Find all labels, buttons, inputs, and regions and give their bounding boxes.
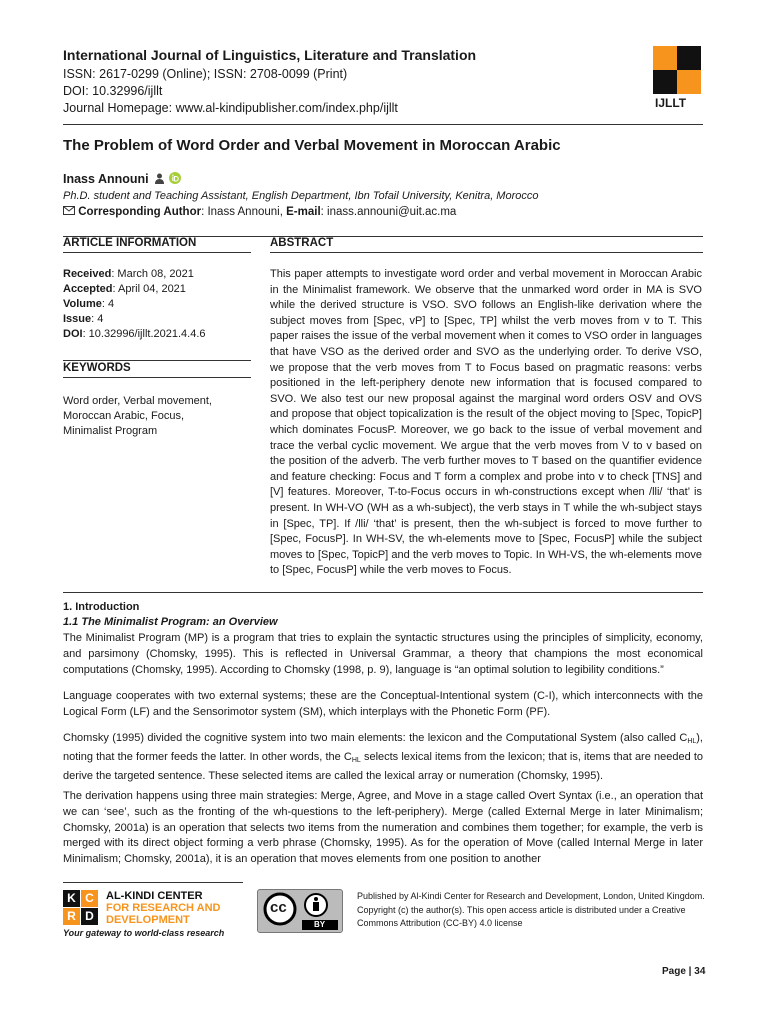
journal-homepage[interactable]: Journal Homepage: www.al-kindipublisher.com/index.php/ijllt	[63, 101, 398, 115]
abstract-heading-rule	[270, 252, 703, 253]
paper-title: The Problem of Word Order and Verbal Movement in Moroccan Arabic	[63, 137, 561, 154]
journal-logo-label: IJLLT	[655, 96, 687, 110]
email-label: E-mail	[286, 206, 321, 218]
accepted-line: Accepted: April 04, 2021	[63, 283, 186, 295]
keywords-list	[63, 394, 253, 439]
envelope-icon	[63, 206, 75, 215]
paragraph-2: Language cooperates with two external systems; these are the Conceptual-Intentional system (C-I), which interconnects with the Logical Form (LF) and the Sensorimotor system (SM), which interplays with the Phonetic Form (PF).	[63, 690, 703, 718]
cc-icon: cc	[270, 899, 287, 916]
subsection-heading: 1.1 The Minimalist Program: an Overview	[63, 616, 278, 628]
corr-label: Corresponding Author	[78, 206, 202, 218]
al-kindi-logo: K C R D	[63, 890, 99, 926]
footer-left-rule	[63, 882, 243, 883]
journal-doi: DOI: 10.32996/ijllt	[63, 84, 163, 98]
info-heading-rule	[63, 252, 251, 253]
al-kindi-tagline: Your gateway to world-class research	[63, 928, 225, 938]
volume-line: Volume: 4	[63, 298, 115, 310]
license-note: Published by Al-Kindi Center for Research and Development, London, United Kingdom. Copyright (c) the author(s). This open access article is distributed under a Creative Commons Attribution (CC-BY) 4.0 license	[357, 891, 705, 928]
abstract-heading: ABSTRACT	[270, 237, 334, 249]
keyword-line: Word order, Verbal movement,	[63, 395, 212, 407]
author-affiliation: Ph.D. student and Teaching Assistant, English Department, Ibn Tofail University, Kenitra, Morocco	[63, 190, 539, 202]
journal-issn: ISSN: 2617-0299 (Online); ISSN: 2708-0099 (Print)	[63, 67, 348, 81]
keywords-top-rule	[63, 360, 251, 361]
received-line: Received: March 08, 2021	[63, 268, 194, 280]
keyword-line: Moroccan Arabic, Focus,	[63, 410, 185, 422]
article-doi-line: DOI: 10.32996/ijllt.2021.4.4.6	[63, 328, 206, 340]
author-name	[63, 172, 181, 186]
paragraph-1: The Minimalist Program (MP) is a program that tries to explain the syntactic structures using the principles of simplicity, economy, and parsimony (Chomsky, 1995). This is reflected in Universal Grammar, a theory that champions the most economical computations (Chomsky, 1995). According to Chomsky (1998, p. 9), language is “an optimal solution to legibility conditions.”	[63, 632, 703, 676]
corr-name: : Inass Announi,	[201, 206, 287, 218]
page-number: Page | 34	[662, 966, 706, 977]
journal-logo	[653, 46, 701, 94]
by-icon: BY	[314, 920, 326, 929]
orcid-icon[interactable]	[169, 172, 181, 184]
journal-title: International Journal of Linguistics, Literature and Translation	[63, 47, 477, 63]
corr-email[interactable]: : inass.announi@uit.ac.ma	[320, 206, 457, 218]
issue-line: Issue: 4	[63, 313, 104, 325]
header-divider	[63, 124, 703, 125]
person-icon	[154, 173, 165, 184]
cc-by-badge[interactable]	[257, 889, 343, 933]
keyword-line: Minimalist Program	[63, 425, 158, 437]
abstract-bottom-rule	[63, 592, 703, 593]
paragraph-3: Chomsky (1995) divided the cognitive system into two main elements: the lexicon and the Computational System (also called $C_{HL}$), noting that the former feeds the latter. In other words, the $C_{HL}$ selects lexical items from the lexicon; that is, items that are needed to derive the targeted sentence. These selected items are called the lexical array or numeration (Chomsky, 1995).	[63, 732, 703, 782]
abstract-text: This paper attempts to investigate word order and verbal movement in Moroccan Arabic in the Minimalist framework. We observe that the unmarked word order in MA is SVO while the derived structure is VSO. SVO follows an English-like derivation where the subject moves from [Spec, vP] to [Spec, TP] whilst the verb moves from v to T. This paper raises the issue of the verbal movement when it comes to VSO order in languages that have VSO as the derived order and SVO as the underlying order. To derive VSO, we propose that the verb moves from T to Focus based on pragmatic reasons: verbs positioned in the left-periphery denote new information that is focused compared to SVO. We also test our new proposal against the marginal word orders OSV and OVS and propose that object topicalization is the result of the object moving to [Spec, TopicP] which dominates FocusP. Moreover, we go back to the issue of verbal movement and trace the verbal cyclic movement. We argue that the verb moves from V to v based on the position of the adverb. The verb further moves to T based on the quantifier evidence and feature checking: Focus and T form a complex and probe into v to check [TNS] and [V] features. Moreover, T-to-Focus occurs in wh-constructions except when /lli/ ‘that’ is present. In WH-VO (WH as a wh-subject), the verb stays in T while the wh-subject stays in [Spec, TP]. If /lli/ ‘that’ is present, then the wh-subject is forced to move further to [Spec, FocusP]. In WH-SV, the wh-elements move to [Spec, FocusP] while the subject moves to [Spec, TopicP] and the verb moves to Topic. In WH-VS, the wh-elements move to [Spec, FocusP] while the verb moves to Focus.	[270, 268, 702, 577]
al-kindi-name: AL-KINDI CENTER FOR RESEARCH AND DEVELOPMENT	[106, 890, 221, 926]
section-heading: 1. Introduction	[63, 601, 140, 613]
article-info-heading: ARTICLE INFORMATION	[63, 237, 197, 249]
article-info	[63, 267, 253, 342]
corresponding-author	[63, 206, 456, 218]
author-name-text: Inass Announi	[63, 172, 149, 186]
paragraph-4: The derivation happens using three main strategies: Merge, Agree, and Move in a stage called Overt Syntax (i.e., an operation that we can ‘see’, such as the fronting of the wh-questions to the left-periphery). Merge (called External Merge in later Minimalism; Chomsky, 2001a) is an operation that selects two items from the numeration and combines them together; for example, the verb is merged with its direct object forming a verb phrase (Chomsky, 1995). As for the operation of Move (called Internal Merge in later Minimalism; Chomsky, 2001a), it is an operation that moves elements from one position to another	[63, 790, 703, 866]
keywords-heading: KEYWORDS	[63, 362, 131, 374]
keywords-bottom-rule	[63, 377, 251, 378]
